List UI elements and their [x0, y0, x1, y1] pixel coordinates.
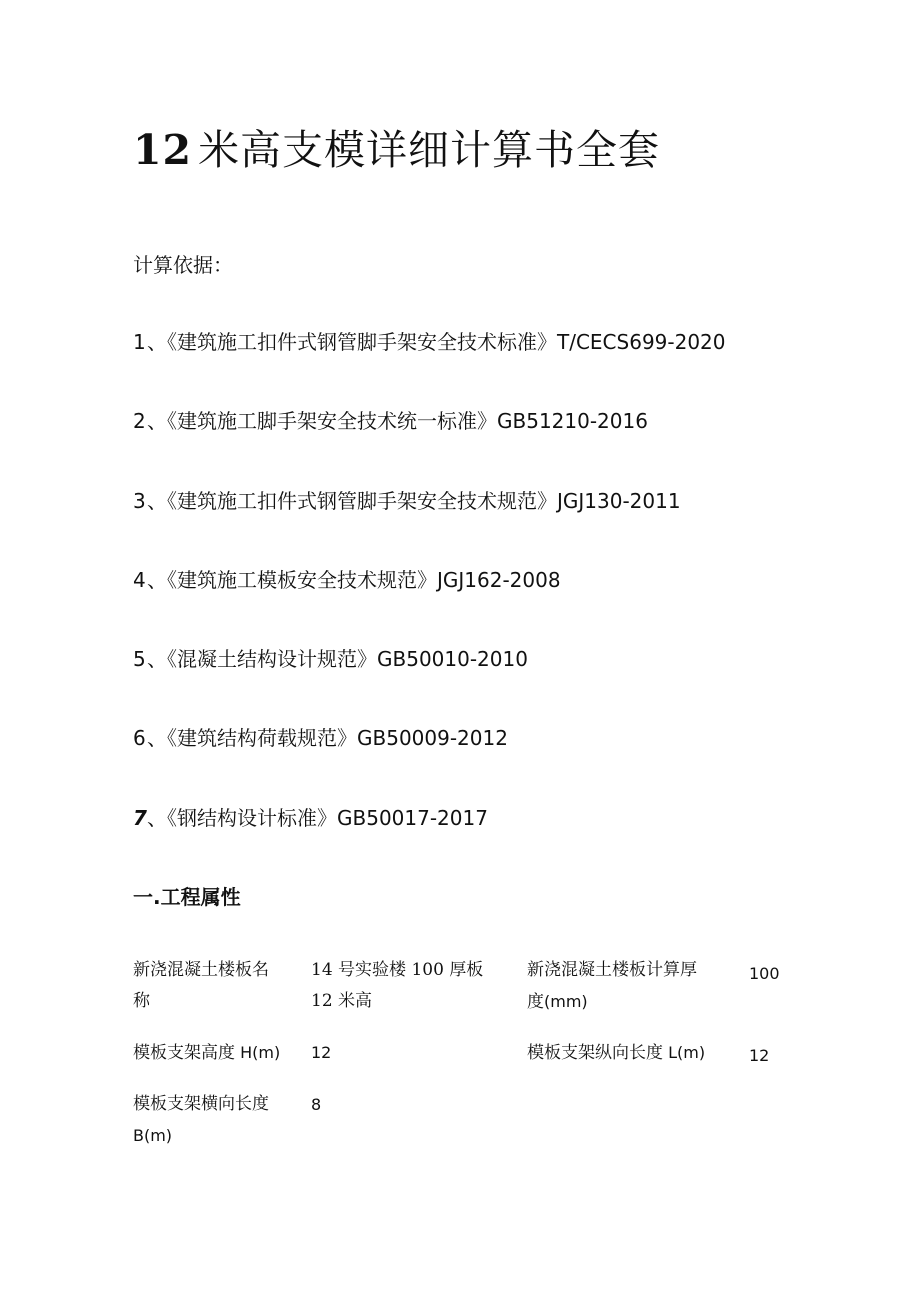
reference-item [133, 567, 726, 646]
document-title [133, 124, 660, 176]
slab-name-label-line1: 新浇混凝土楼板名 [133, 960, 269, 980]
slab-thickness-value-cell [749, 955, 793, 987]
reference-number: 3 [133, 488, 146, 513]
reference-separator: 、 [147, 409, 167, 434]
reference-item [133, 329, 726, 408]
reference-item [133, 488, 726, 567]
formwork-height-value-cell [311, 1037, 527, 1069]
transverse-length-label-line1: 模板支架横向长度 [133, 1094, 269, 1114]
slab-thickness-label-line2 [527, 986, 749, 1018]
slab-name-value-line2: 12 米高 [311, 991, 373, 1011]
slab-thickness-value: 100 [749, 964, 780, 983]
transverse-length-value-cell [311, 1089, 527, 1121]
reference-list [133, 329, 726, 884]
longitudinal-length-label-unit: L(m) [663, 1043, 706, 1062]
slab-name-value-line1: 14 号实验楼 100 厚板 [311, 960, 484, 980]
reference-item [133, 408, 726, 487]
reference-text: 《建筑施工模板安全技术规范》JGJ162-2008 [167, 567, 561, 592]
reference-item [133, 805, 726, 884]
formwork-height-label-cn: 模板支架高度 [133, 1043, 235, 1063]
slab-thickness-label [527, 955, 749, 1018]
reference-number: 2 [133, 409, 146, 434]
title-text: 米高支模详细计算书全套 [198, 126, 661, 174]
slab-thickness-label-cn: 度 [527, 992, 544, 1012]
longitudinal-length-value-cell [749, 1037, 793, 1069]
reference-separator: 、 [147, 330, 167, 354]
slab-thickness-label-unit: (mm) [544, 992, 588, 1011]
project-properties-table [133, 955, 793, 1151]
reference-separator: 、 [147, 647, 167, 672]
section-heading-project-properties: 一.工程属性 [133, 885, 241, 909]
reference-text: 《建筑施工扣件式钢管脚手架安全技术标准》T/CECS699-2020 [167, 330, 726, 354]
longitudinal-length-label-cn: 模板支架纵向长度 [527, 1043, 663, 1063]
reference-text: 《建筑施工扣件式钢管脚手架安全技术规范》JGJ130-2011 [167, 488, 681, 513]
reference-separator: 、 [147, 567, 167, 592]
property-row [133, 1037, 793, 1089]
slab-thickness-label-line1: 新浇混凝土楼板计算厚 [527, 960, 697, 980]
formwork-height-label-unit: H(m) [235, 1043, 281, 1062]
property-row [133, 1089, 793, 1151]
reference-separator: 、 [147, 805, 167, 830]
reference-separator: 、 [147, 488, 167, 513]
reference-number: 7 [133, 805, 147, 830]
reference-text: 《建筑结构荷载规范》GB50009-2012 [167, 726, 508, 751]
reference-text: 《钢结构设计标准》GB50017-2017 [167, 805, 488, 830]
formwork-height-label [133, 1037, 311, 1069]
reference-number: 5 [133, 647, 146, 672]
reference-separator: 、 [147, 726, 167, 751]
title-number: 12 [133, 126, 193, 174]
slab-name-value [311, 955, 527, 1017]
reference-item [133, 646, 726, 725]
reference-number: 6 [133, 726, 146, 751]
transverse-length-label-line2: B(m) [133, 1126, 173, 1145]
calculation-basis-label: 计算依据： [133, 253, 233, 277]
transverse-length-value: 8 [311, 1095, 322, 1114]
reference-number: 4 [133, 567, 146, 592]
formwork-transverse-length-label [133, 1089, 311, 1151]
slab-name-label-line2: 称 [133, 991, 150, 1011]
reference-item [133, 725, 726, 804]
reference-text: 《混凝土结构设计规范》GB50010-2010 [167, 647, 528, 672]
reference-text: 《建筑施工脚手架安全技术统一标准》GB51210-2016 [167, 409, 648, 434]
longitudinal-length-value: 12 [749, 1046, 770, 1065]
formwork-longitudinal-length-label [527, 1037, 749, 1069]
reference-number: 1 [133, 330, 146, 354]
slab-name-label [133, 955, 311, 1017]
formwork-height-value: 12 [311, 1043, 332, 1062]
property-row [133, 955, 793, 1037]
